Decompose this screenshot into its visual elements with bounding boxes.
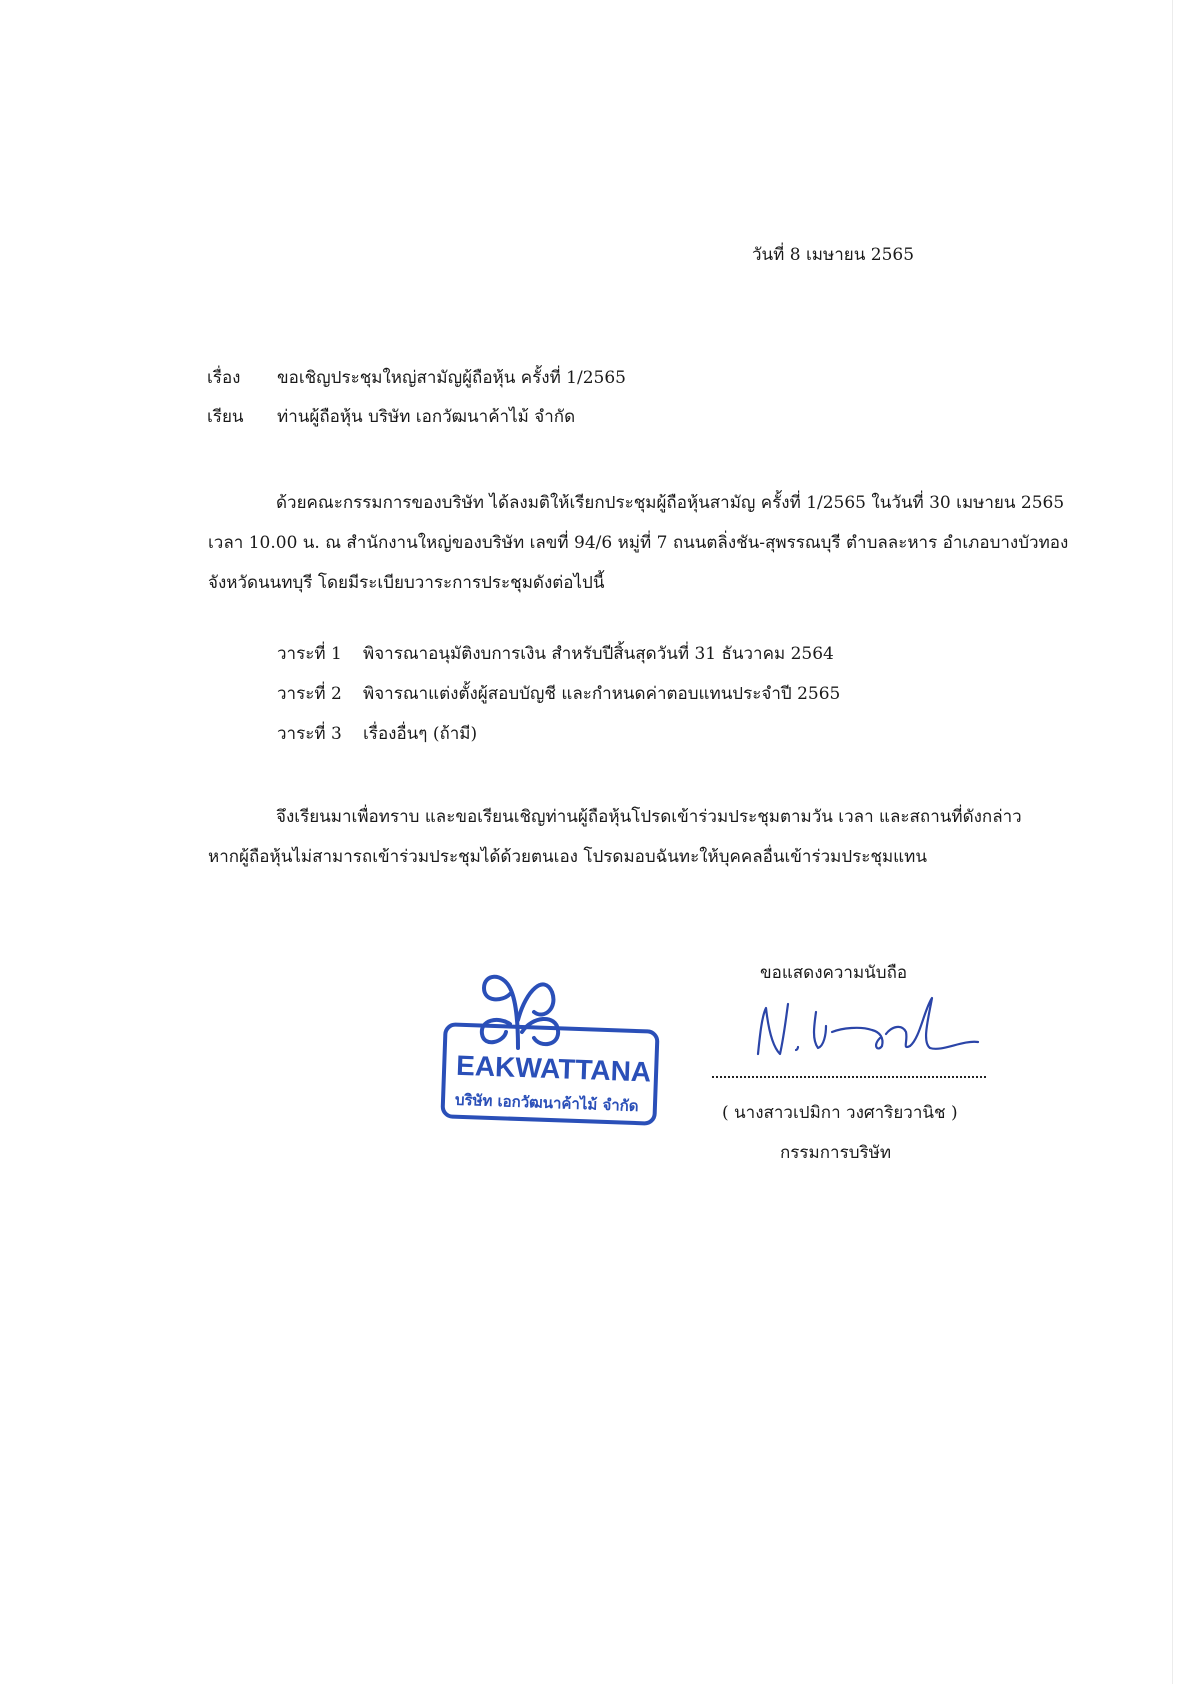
letter-date: วันที่ 8 เมษายน 2565 bbox=[752, 245, 915, 265]
paragraph-line: ด้วยคณะกรรมการของบริษัท ได้ลงมติให้เรียกประชุมผู้ถือหุ้นสามัญ ครั้งที่ 1/2565 ในวันที่ 30 เมษายน 2565 bbox=[276, 493, 1065, 513]
tree-logo-icon bbox=[482, 977, 558, 1048]
signer-name: ( นางสาวเปมิกา วงศาริยวานิช ) bbox=[722, 1103, 958, 1123]
agenda-number: วาระที่ 2 bbox=[277, 684, 342, 704]
subject-label: เรื่อง bbox=[207, 368, 241, 388]
signature-line bbox=[712, 1076, 986, 1078]
signature-image bbox=[752, 990, 1002, 1070]
signer-title: กรรมการบริษัท bbox=[780, 1143, 892, 1163]
agenda-text: เรื่องอื่นๆ (ถ้ามี) bbox=[363, 724, 478, 744]
invitation-paragraph bbox=[208, 483, 1068, 603]
recipient-text: ท่านผู้ถือหุ้น บริษัท เอกวัฒนาค้าไม้ จำกัด bbox=[277, 407, 576, 427]
paragraph-line: จึงเรียนมาเพื่อทราบ และขอเรียนเชิญท่านผู้ถือหุ้นโปรดเข้าร่วมประชุมตามวัน เวลา และสถานที่ดังกล่าว bbox=[276, 807, 1022, 827]
stamp-company-name: บริษัท เอกวัฒนาค้าไม้ จำกัด bbox=[454, 1090, 639, 1116]
agenda-number: วาระที่ 1 bbox=[277, 644, 342, 664]
paragraph-line: จังหวัดนนทบุรี โดยมีระเบียบวาระการประชุมดังต่อไปนี้ bbox=[208, 573, 605, 593]
paragraph-line: หากผู้ถือหุ้นไม่สามารถเข้าร่วมประชุมได้ด้วยตนเอง โปรดมอบฉันทะให้บุคคลอื่นเข้าร่วมประชุมแทน bbox=[208, 847, 927, 867]
agenda-text: พิจารณาอนุมัติงบการเงิน สำหรับปีสิ้นสุดวันที่ 31 ธันวาคม 2564 bbox=[363, 644, 834, 664]
company-stamp bbox=[440, 950, 670, 1130]
recipient-label: เรียน bbox=[207, 407, 244, 427]
closing-paragraph bbox=[208, 797, 1068, 877]
scan-edge-line bbox=[1172, 0, 1173, 1684]
stamp-brand: EAKWATTANA bbox=[455, 1049, 652, 1088]
closing-salutation: ขอแสดงความนับถือ bbox=[760, 963, 908, 983]
agenda-text: พิจารณาแต่งตั้งผู้สอบบัญชี และกำหนดค่าตอบแทนประจำปี 2565 bbox=[363, 684, 841, 704]
paragraph-line: เวลา 10.00 น. ณ สำนักงานใหญ่ของบริษัท เลขที่ 94/6 หมู่ที่ 7 ถนนตลิ่งชัน-สุพรรณบุรี ตำบลละหาร อำเภอบางบัวทอง bbox=[208, 533, 1069, 553]
subject-text: ขอเชิญประชุมใหญ่สามัญผู้ถือหุ้น ครั้งที่ 1/2565 bbox=[277, 368, 626, 388]
agenda-number: วาระที่ 3 bbox=[277, 724, 342, 744]
